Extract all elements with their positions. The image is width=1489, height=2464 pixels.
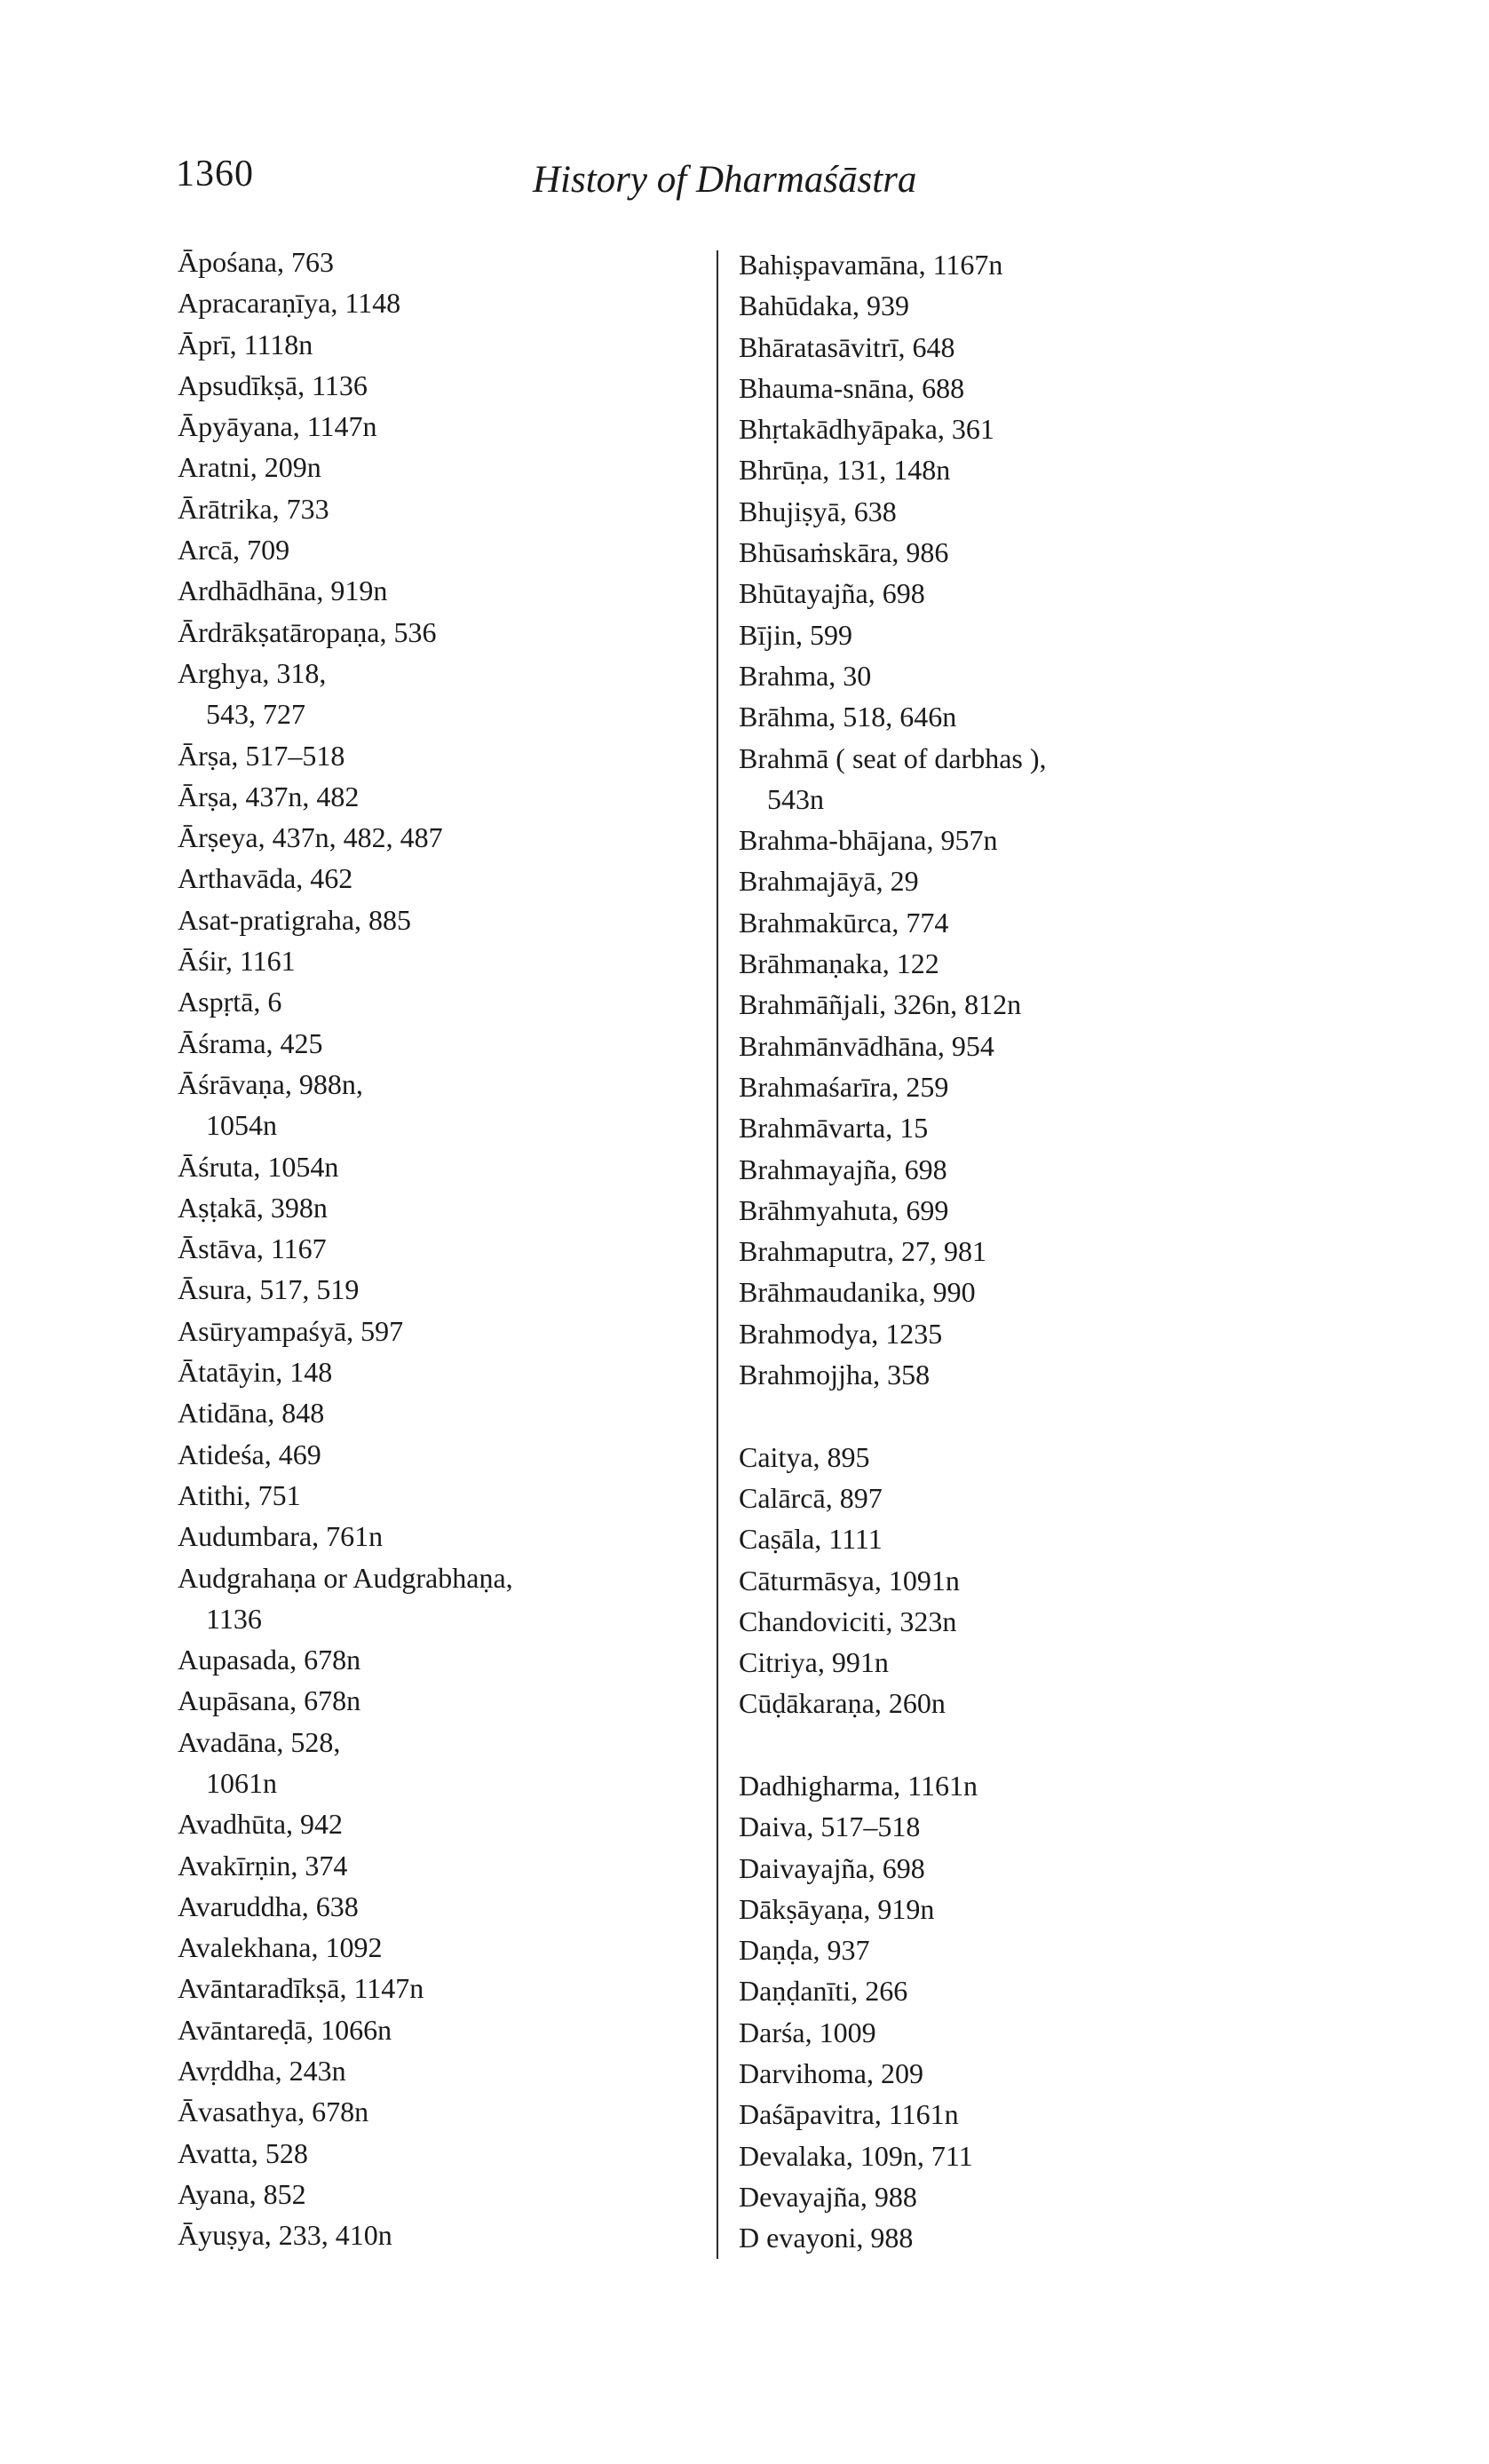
index-entry bbox=[178, 2050, 513, 2091]
index-entry bbox=[178, 899, 513, 940]
index-entry bbox=[739, 2217, 1047, 2258]
index-entry bbox=[178, 1392, 513, 1433]
index-entry bbox=[178, 1557, 513, 1640]
index-entry-text: Āśruta, 1054n bbox=[178, 1150, 339, 1183]
index-entry-text: Dadhigharma, 1161n bbox=[739, 1769, 978, 1802]
index-entry bbox=[178, 2214, 513, 2255]
index-entry-text: Brahmodya, 1235 bbox=[739, 1317, 943, 1350]
running-head: History of Dharmaśāstra bbox=[533, 159, 917, 201]
index-entry bbox=[178, 653, 513, 735]
index-entry-text: Calārcā, 897 bbox=[739, 1481, 883, 1514]
index-entry bbox=[178, 776, 513, 817]
index-entry-text: Avāntareḍā, 1066n bbox=[178, 2013, 392, 2046]
index-entry-text: Ārdrākṣatāropaṇa, 536 bbox=[178, 615, 437, 648]
index-entry bbox=[739, 696, 1047, 737]
index-entry bbox=[739, 902, 1047, 943]
index-entry bbox=[178, 1680, 513, 1721]
section-gap bbox=[739, 1395, 1047, 1436]
index-entry bbox=[739, 1518, 1047, 1559]
index-entry bbox=[178, 1064, 513, 1146]
index-entry bbox=[739, 408, 1047, 449]
index-entry-text: Daśāpavitra, 1161n bbox=[739, 2098, 959, 2131]
index-entry bbox=[739, 1848, 1047, 1889]
index-entry-text: Brāhmaṇaka, 122 bbox=[739, 947, 939, 980]
index-entry-text: Brahma, 30 bbox=[739, 659, 872, 692]
index-entry bbox=[739, 1437, 1047, 1478]
index-entry-text: Bahiṣpavamāna, 1167n bbox=[739, 249, 1003, 281]
index-entry-text: Chandoviciti, 323n bbox=[739, 1604, 957, 1637]
index-entry bbox=[178, 1845, 513, 1886]
index-entry-text: Arghya, 318, bbox=[178, 656, 327, 689]
index-entry-text: Daivayajña, 698 bbox=[739, 1851, 925, 1884]
index-entry bbox=[739, 2053, 1047, 2094]
index-entry bbox=[739, 738, 1047, 820]
index-entry bbox=[739, 1149, 1047, 1190]
index-entry-text: Avaruddha, 638 bbox=[178, 1890, 359, 1922]
index-entry-text: Brāhmyahuta, 699 bbox=[739, 1193, 949, 1226]
index-entry-text: Avadāna, 528, bbox=[178, 1725, 341, 1758]
index-entry-continuation: 1061n bbox=[206, 1766, 277, 1799]
index-entry-text: Darśa, 1009 bbox=[739, 2016, 876, 2048]
index-entry bbox=[739, 860, 1047, 901]
index-entry bbox=[739, 285, 1047, 326]
index-entry bbox=[178, 406, 513, 447]
index-entry-text: Aratni, 209n bbox=[178, 451, 321, 484]
index-entry-text: Arcā, 709 bbox=[178, 534, 290, 566]
index-entry bbox=[178, 2174, 513, 2214]
index-entry-text: Bahūdaka, 939 bbox=[739, 289, 909, 322]
index-entry-text: Āśrāvaṇa, 988n, bbox=[178, 1067, 363, 1100]
index-entry-text: Arthavāda, 462 bbox=[178, 862, 353, 895]
column-divider bbox=[717, 250, 718, 2259]
index-entry bbox=[178, 1722, 513, 1804]
index-entry bbox=[178, 242, 513, 282]
index-entry-text: Āpośana, 763 bbox=[178, 246, 334, 278]
index-entry-text: Brahmaśarīra, 259 bbox=[739, 1070, 949, 1103]
index-entry bbox=[178, 1968, 513, 2008]
index-entry bbox=[739, 1354, 1047, 1395]
index-entry bbox=[739, 491, 1047, 532]
index-entry-text: Avalekhana, 1092 bbox=[178, 1931, 383, 1964]
index-entry bbox=[739, 1107, 1047, 1148]
index-entry-text: Bhūsaṁskāra, 986 bbox=[739, 536, 949, 569]
index-entry bbox=[178, 1187, 513, 1228]
index-entry-text: Atideśa, 469 bbox=[178, 1438, 321, 1470]
index-entry bbox=[178, 817, 513, 858]
index-entry-text: Devalaka, 109n, 711 bbox=[739, 2139, 973, 2172]
index-entry-continuation: 1054n bbox=[206, 1109, 277, 1142]
index-entry bbox=[178, 1023, 513, 1064]
index-entry bbox=[739, 1601, 1047, 1642]
index-entry-text: Ayana, 852 bbox=[178, 2177, 306, 2210]
index-entry bbox=[178, 570, 513, 611]
index-entry bbox=[178, 1434, 513, 1475]
index-entry bbox=[739, 1478, 1047, 1518]
index-entry-text: Audgrahaṇa or Audgrabhaṇa, bbox=[178, 1561, 513, 1594]
index-entry bbox=[739, 1190, 1047, 1231]
index-entry-text: Brahmajāyā, 29 bbox=[739, 865, 919, 898]
index-column-right bbox=[739, 244, 1047, 2259]
index-entry bbox=[178, 2133, 513, 2174]
index-entry bbox=[739, 1889, 1047, 1929]
index-entry-text: Cāturmāsya, 1091n bbox=[739, 1564, 960, 1596]
index-entry bbox=[739, 327, 1047, 368]
index-entry bbox=[739, 1765, 1047, 1806]
index-entry-text: Devayajña, 988 bbox=[739, 2180, 917, 2213]
index-entry-text: Brahmāvarta, 15 bbox=[739, 1112, 929, 1145]
index-column-left bbox=[178, 242, 513, 2256]
index-entry-text: Ārṣa, 437n, 482 bbox=[178, 780, 360, 812]
index-entry-text: Bhāratasāvitrī, 648 bbox=[739, 330, 955, 363]
index-entry bbox=[178, 2009, 513, 2050]
index-entry-text: Atidāna, 848 bbox=[178, 1397, 325, 1430]
index-entry bbox=[739, 984, 1047, 1025]
index-entry bbox=[178, 1639, 513, 1680]
index-entry bbox=[178, 1886, 513, 1927]
index-entry bbox=[739, 368, 1047, 408]
index-entry-text: Āśir, 1161 bbox=[178, 945, 296, 978]
index-entry bbox=[178, 981, 513, 1022]
index-entry bbox=[178, 1228, 513, 1269]
index-entry-text: Atithi, 751 bbox=[178, 1478, 301, 1511]
index-entry-text: Avadhūta, 942 bbox=[178, 1808, 344, 1841]
index-entry bbox=[178, 2091, 513, 2132]
index-entry-continuation: 543n bbox=[767, 782, 824, 815]
index-entry-text: Daṇḍanīti, 266 bbox=[739, 1975, 908, 2008]
index-entry-text: Caṣāla, 1111 bbox=[739, 1523, 883, 1556]
index-entry-text: Avakīrṇin, 374 bbox=[178, 1849, 348, 1882]
index-entry-continuation: 1136 bbox=[206, 1602, 262, 1635]
index-entry-text: Brahmojjha, 358 bbox=[739, 1359, 931, 1391]
index-entry bbox=[739, 1272, 1047, 1312]
index-entry bbox=[739, 2176, 1047, 2217]
index-entry bbox=[739, 1026, 1047, 1066]
section-gap bbox=[739, 1724, 1047, 1765]
index-entry-text: Daṇḍa, 937 bbox=[739, 1934, 870, 1967]
index-entry-text: Citriya, 991n bbox=[739, 1646, 889, 1679]
index-entry-text: Ārṣeya, 437n, 482, 487 bbox=[178, 821, 443, 854]
index-entry-text: Aupāsana, 678n bbox=[178, 1684, 361, 1717]
index-entry bbox=[178, 447, 513, 487]
index-entry-text: Ārṣa, 517–518 bbox=[178, 739, 345, 772]
index-entry bbox=[178, 1803, 513, 1844]
index-entry bbox=[178, 1927, 513, 1968]
index-entry bbox=[178, 612, 513, 653]
index-entry bbox=[739, 1066, 1047, 1107]
index-entry bbox=[739, 1683, 1047, 1723]
index-entry-text: Brahmānvādhāna, 954 bbox=[739, 1029, 994, 1062]
index-entry bbox=[739, 2094, 1047, 2135]
index-entry-text: Brahmāñjali, 326n, 812n bbox=[739, 988, 1022, 1021]
index-entry-text: Āstāva, 1167 bbox=[178, 1232, 327, 1265]
index-entry bbox=[178, 365, 513, 406]
index-entry bbox=[739, 532, 1047, 573]
index-entry-text: Ardhādhāna, 919n bbox=[178, 574, 388, 607]
index-entry-continuation: 543, 727 bbox=[206, 698, 305, 731]
index-entry bbox=[178, 940, 513, 981]
index-entry-text: Aupasada, 678n bbox=[178, 1644, 361, 1676]
index-entry bbox=[739, 1929, 1047, 1970]
index-entry-text: Brahmā ( seat of darbhas ), bbox=[739, 741, 1047, 774]
index-entry bbox=[739, 449, 1047, 490]
index-entry-text: Apracaraṇīya, 1148 bbox=[178, 287, 401, 320]
index-entry-text: Brāhmaudanika, 990 bbox=[739, 1276, 976, 1309]
index-entry bbox=[739, 1642, 1047, 1683]
index-entry-text: Asat-pratigraha, 885 bbox=[178, 903, 412, 936]
index-entry bbox=[739, 2012, 1047, 2053]
index-entry-text: Aspṛtā, 6 bbox=[178, 986, 282, 1018]
index-entry-text: Bhūtayajña, 698 bbox=[739, 577, 925, 610]
index-entry bbox=[739, 943, 1047, 984]
index-entry-text: Dākṣāyaṇa, 919n bbox=[739, 1892, 935, 1925]
index-entry bbox=[178, 324, 513, 365]
index-entry-text: Ārātrika, 733 bbox=[178, 492, 329, 525]
index-entry bbox=[178, 858, 513, 899]
index-entry bbox=[739, 573, 1047, 614]
index-entry-text: Caitya, 895 bbox=[739, 1440, 870, 1473]
page-number: 1360 bbox=[176, 154, 254, 194]
index-entry-text: D evayoni, 988 bbox=[739, 2222, 914, 2254]
index-entry-text: Āprī, 1118n bbox=[178, 328, 313, 360]
index-entry bbox=[178, 1351, 513, 1392]
index-entry-text: Āsura, 517, 519 bbox=[178, 1273, 360, 1306]
index-entry-text: Āśrama, 425 bbox=[178, 1026, 323, 1059]
index-entry bbox=[739, 1313, 1047, 1354]
index-entry bbox=[739, 244, 1047, 285]
index-entry-text: Bhujiṣyā, 638 bbox=[739, 495, 897, 527]
index-entry-text: Bhrūṇa, 131, 148n bbox=[739, 454, 951, 487]
index-entry bbox=[739, 655, 1047, 696]
index-entry-text: Asūryampaśyā, 597 bbox=[178, 1314, 404, 1347]
index-entry-text: Ātatāyin, 148 bbox=[178, 1356, 333, 1389]
index-entry bbox=[739, 1231, 1047, 1272]
index-entry bbox=[739, 820, 1047, 860]
index-entry-text: Brahma-bhājana, 957n bbox=[739, 824, 998, 857]
index-entry-text: Avatta, 528 bbox=[178, 2136, 308, 2169]
index-entry-text: Āyuṣya, 233, 410n bbox=[178, 2219, 392, 2252]
index-entry bbox=[178, 529, 513, 570]
index-entry bbox=[739, 1560, 1047, 1601]
index-entry bbox=[178, 1516, 513, 1557]
index-entry bbox=[739, 2135, 1047, 2176]
index-entry-text: Bhṛtakādhyāpaka, 361 bbox=[739, 413, 994, 446]
index-entry-text: Āpyāyana, 1147n bbox=[178, 410, 377, 443]
index-entry bbox=[739, 1806, 1047, 1847]
index-entry bbox=[178, 488, 513, 529]
index-entry-text: Avāntaradīkṣā, 1147n bbox=[178, 1972, 424, 2005]
index-entry-text: Brahmayajña, 698 bbox=[739, 1153, 947, 1185]
index-entry-text: Bhauma-snāna, 688 bbox=[739, 371, 965, 404]
index-entry-text: Brāhma, 518, 646n bbox=[739, 701, 957, 733]
index-entry bbox=[739, 1970, 1047, 2011]
index-entry bbox=[178, 1475, 513, 1516]
index-entry-text: Audumbara, 761n bbox=[178, 1520, 384, 1553]
index-entry bbox=[178, 1311, 513, 1351]
index-entry-text: Brahmakūrca, 774 bbox=[739, 906, 949, 939]
index-entry-text: Āvasathya, 678n bbox=[178, 2096, 369, 2128]
index-entry-text: Brahmaputra, 27, 981 bbox=[739, 1235, 987, 1268]
index-entry bbox=[739, 614, 1047, 655]
index-entry-text: Apsudīkṣā, 1136 bbox=[178, 368, 368, 401]
index-entry bbox=[178, 282, 513, 323]
index-entry bbox=[178, 1269, 513, 1310]
index-entry bbox=[178, 735, 513, 776]
index-entry-text: Bījin, 599 bbox=[739, 618, 853, 651]
index-entry-text: Avṛddha, 243n bbox=[178, 2055, 346, 2088]
index-entry-text: Daiva, 517–518 bbox=[739, 1810, 921, 1843]
index-entry-text: Darvihoma, 209 bbox=[739, 2057, 923, 2090]
index-entry-text: Aṣṭakā, 398n bbox=[178, 1191, 328, 1224]
index-entry-text: Cūḍākaraṇa, 260n bbox=[739, 1687, 946, 1720]
index-entry bbox=[178, 1146, 513, 1187]
